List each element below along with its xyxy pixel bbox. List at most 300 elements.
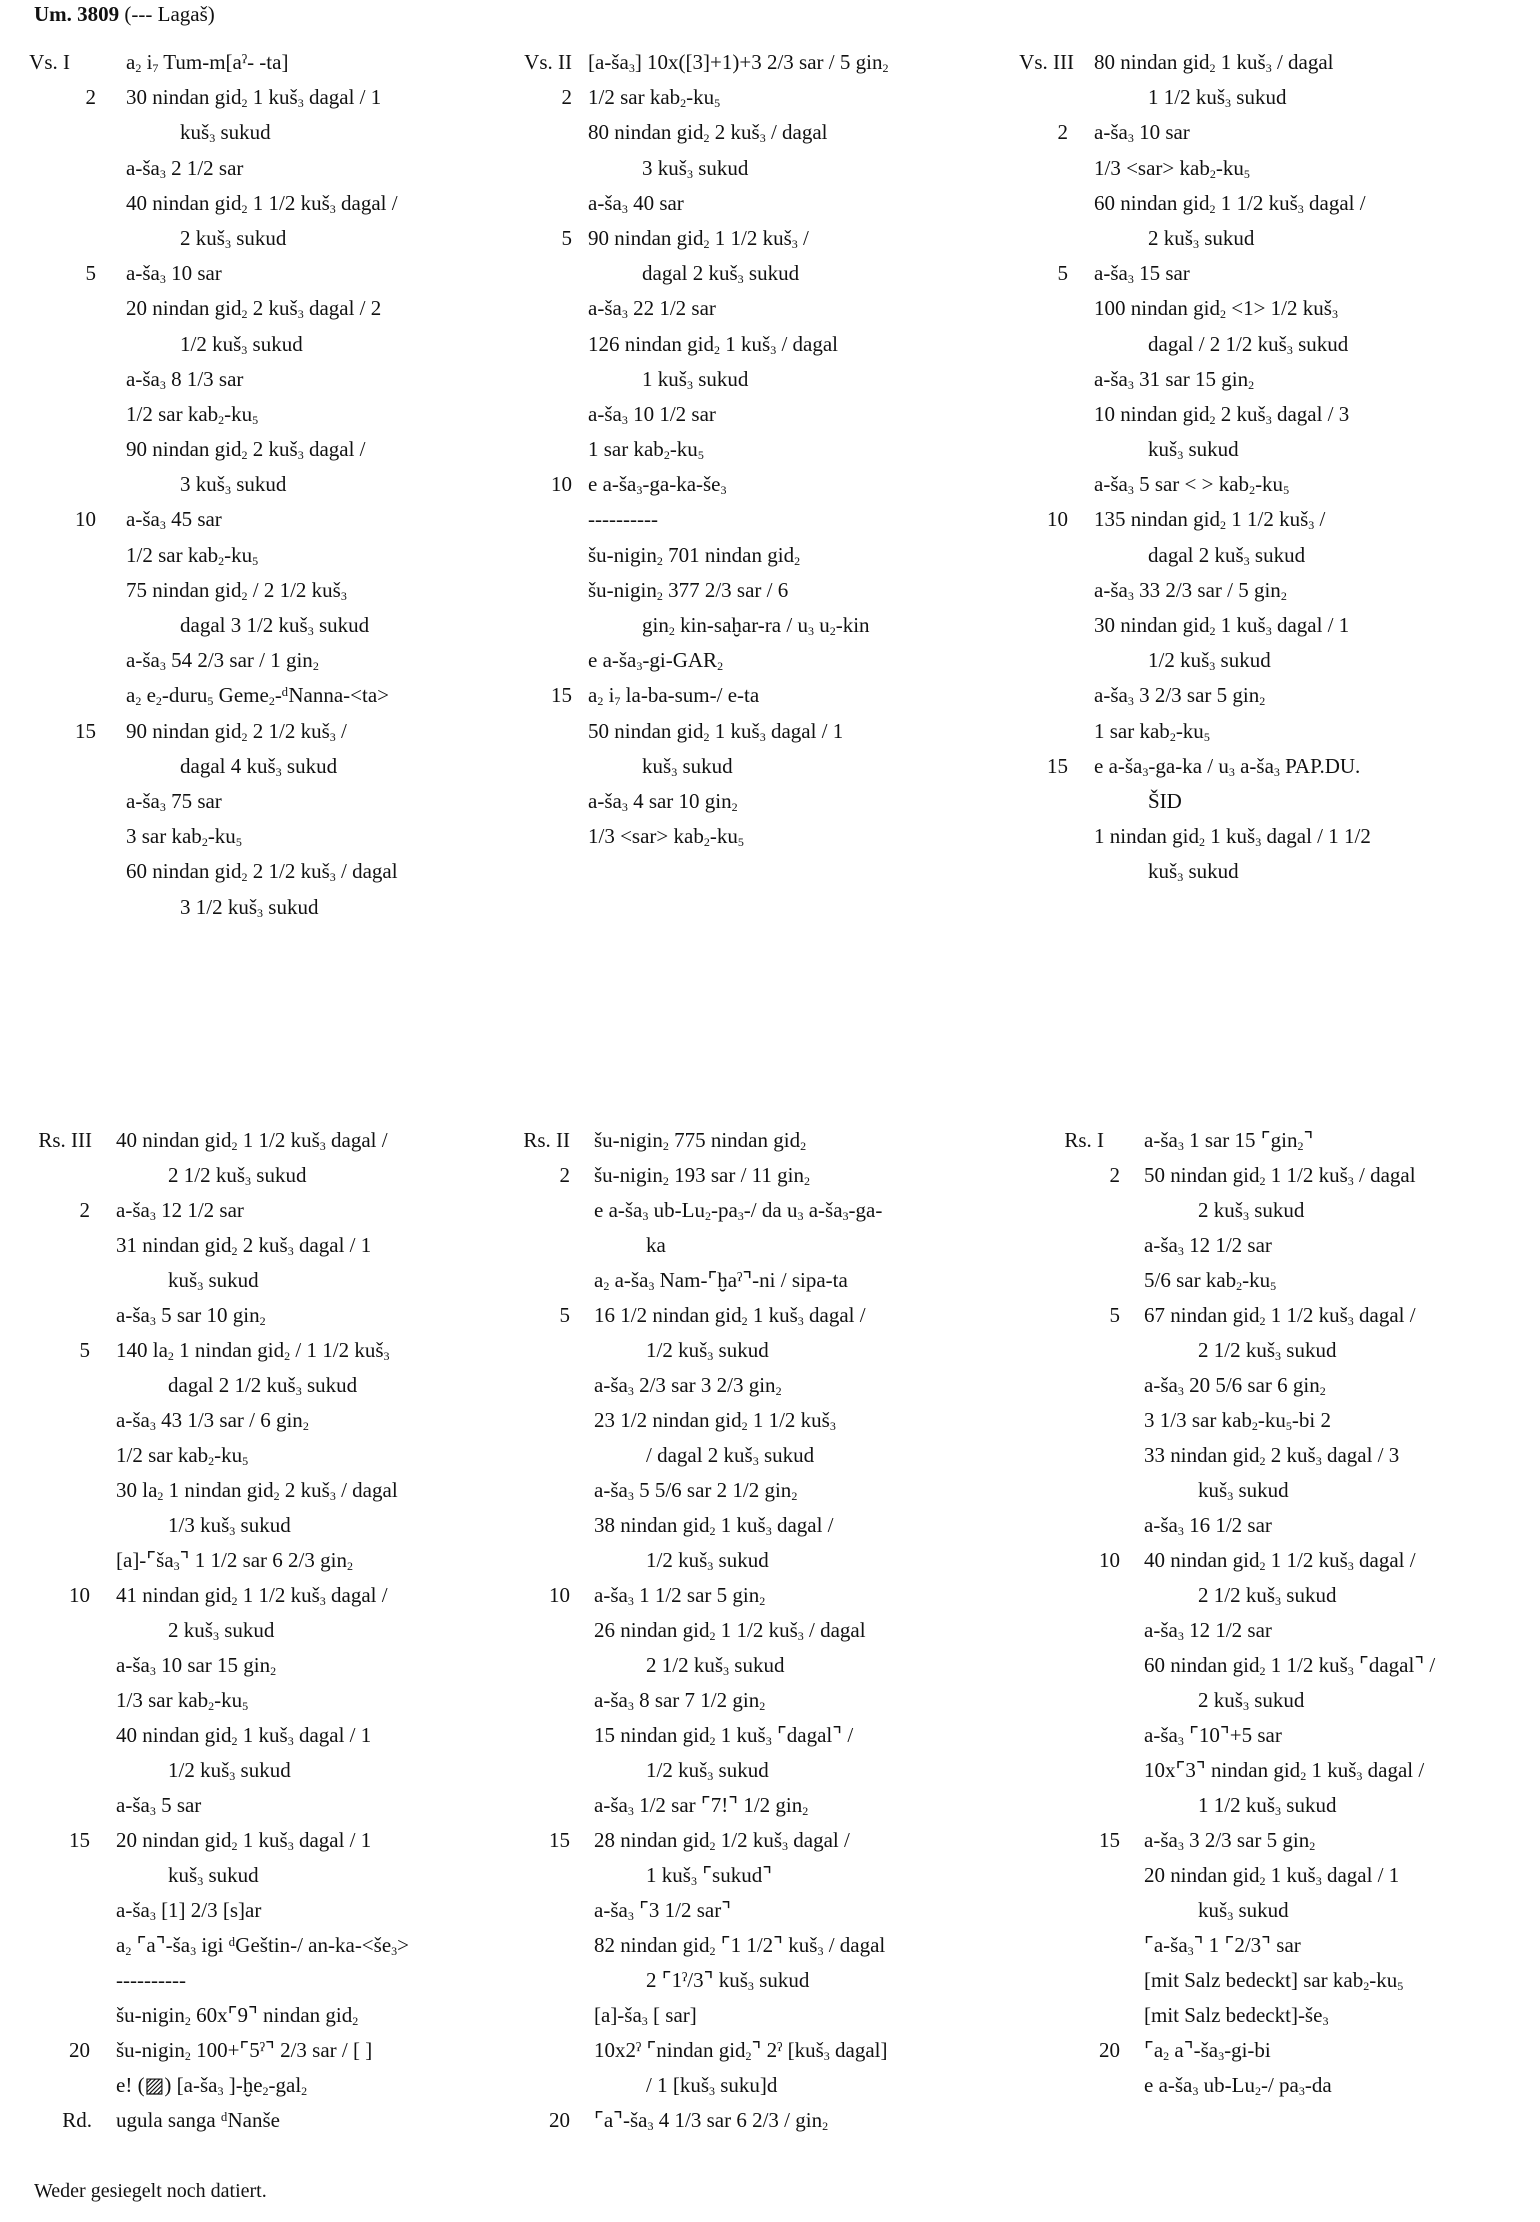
line-text: $a-ša_3$ 20 5/6 sar 6 gin$_2$ (1144, 1373, 1326, 1398)
transliteration-line (0, 1718, 500, 1753)
line-text: $a-ša_3$ 1/2 sar ⌜7!⌝ 1/2 gin$_2$ (594, 1793, 809, 1818)
transliteration-line (0, 291, 500, 326)
line-text: 2 1/2 kuš$_3$ sukud (168, 1163, 307, 1188)
transliteration-line (1010, 397, 1540, 432)
transliteration-line (0, 1333, 500, 1368)
column-obverse-2 (500, 45, 1010, 854)
transliteration-line (1010, 643, 1540, 678)
transliteration-line (1020, 1578, 1540, 1613)
line-text: 20 nindan gid$_2$ 1 kuš$_3$ dagal / 1 (1144, 1863, 1400, 1888)
line-text: e $a-ša_3$ $ub-Lu_2-/$ $pa_3-da$ (1144, 2073, 1332, 2098)
line-text: 82 nindan gid$_2$ ⌜1 1/2⌝ kuš$_3$ / dagal (594, 1933, 886, 1958)
transliteration-line (500, 1578, 1020, 1613)
line-text: 40 nindan gid$_2$ 1 1/2 kuš$_3$ dagal / (126, 190, 398, 216)
section-label: Vs. II (524, 50, 572, 74)
transliteration-line (1010, 784, 1540, 819)
line-text: gin$_2$ kin-saḫar-ra / $u_3$ $u_2$-kin (642, 613, 870, 638)
transliteration-line (0, 784, 500, 819)
transliteration-line (1010, 45, 1540, 80)
transliteration-line (0, 327, 500, 362)
line-text: 1/2 kuš$_3$ sukud (646, 1548, 769, 1573)
transliteration-line (500, 1718, 1020, 1753)
transliteration-line (0, 1648, 500, 1683)
line-number: 2 (85, 85, 96, 110)
transliteration-line (500, 1438, 1020, 1473)
column-reverse-2 (500, 1123, 1020, 2138)
line-text: $a_2$ $e_2-duru_5$ Geme$_2$-ᵈNanna-<ta> (126, 683, 389, 709)
column-reverse-3 (0, 1123, 500, 2138)
transliteration-line (0, 1928, 500, 1963)
line-text: 2 1/2 kuš$_3$ sukud (1198, 1583, 1337, 1608)
transliteration-line (500, 1648, 1020, 1683)
transliteration-line (1020, 1193, 1540, 1228)
transliteration-line (500, 1158, 1020, 1193)
line-text: $a-ša_3$ 2/3 sar 3 2/3 gin$_2$ (594, 1373, 782, 1398)
line-text: $a_2$ $i_7$ la-ba-sum-/ e-ta (588, 683, 760, 709)
line-text: 3 kuš$_3$ sukud (180, 472, 287, 498)
transliteration-line (500, 1263, 1020, 1298)
transliteration-line (500, 362, 1010, 397)
transliteration-line (500, 256, 1010, 291)
transliteration-line (500, 291, 1010, 326)
transliteration-line (1020, 1228, 1540, 1263)
column-reverse-1 (1020, 1123, 1540, 2103)
transliteration-line (1020, 1823, 1540, 1858)
transliteration-line (1010, 467, 1540, 502)
line-text: 67 nindan gid$_2$ 1 1/2 kuš$_3$ dagal / (1144, 1303, 1416, 1328)
transliteration-line (1020, 1928, 1540, 1963)
line-text: 30 nindan gid$_2$ 1 kuš$_3$ dagal / 1 (1094, 613, 1350, 638)
line-text: $a-ša_3$ 3 2/3 sar 5 gin$_2$ (1144, 1828, 1316, 1853)
line-text: dagal 4 kuš$_3$ sukud (180, 753, 338, 779)
transliteration-line (1020, 1648, 1540, 1683)
line-number: 10 (75, 507, 96, 532)
line-text: 15 nindan gid$_2$ 1 kuš$_3$ ⌜dagal⌝ / (594, 1723, 854, 1748)
transliteration-line (500, 573, 1010, 608)
transliteration-line (500, 1333, 1020, 1368)
line-number: 2 (1109, 1163, 1120, 1187)
transliteration-line (0, 714, 500, 749)
transliteration-line (500, 749, 1010, 784)
transliteration-line (1020, 1998, 1540, 2033)
section-label: Rs. III (38, 1128, 92, 1152)
transliteration-line (500, 1998, 1020, 2033)
transliteration-line (1010, 854, 1540, 889)
transliteration-line (500, 643, 1010, 678)
line-text: 90 nindan gid$_2$ 2 1/2 kuš$_3$ / (126, 718, 347, 744)
line-text: $⌜a_2$ $a⌝-ša_3-gi-bi$ (1144, 2038, 1271, 2063)
transliteration-line (0, 1263, 500, 1298)
line-number: 10 (1047, 507, 1068, 532)
line-text: ---------- (588, 507, 658, 532)
transliteration-line (1020, 1683, 1540, 1718)
line-text: $a-ša_3$ 1 1/2 sar 5 gin$_2$ (594, 1583, 766, 1608)
line-text: 23 1/2 nindan gid$_2$ 1 1/2 kuš$_3$ (594, 1408, 836, 1433)
transliteration-line (1010, 256, 1540, 291)
transliteration-line (0, 1298, 500, 1333)
transliteration-line (1020, 1123, 1540, 1158)
line-text: kuš$_3$ sukud (168, 1863, 259, 1888)
line-number: 5 (79, 1338, 90, 1362)
section-label: Rd. (62, 2108, 92, 2132)
line-text: 1/3 sar $kab_2-ku_5$ (116, 1688, 249, 1713)
line-text: e $a-ša_3-ga-ka / u_3$ $a-ša_3$ PAP.DU. (1094, 753, 1361, 779)
transliteration-line (1010, 115, 1540, 150)
transliteration-line (1020, 1333, 1540, 1368)
line-number: 2 (79, 1198, 90, 1222)
transliteration-line (500, 2103, 1020, 2138)
transliteration-line (0, 80, 500, 115)
page-title (34, 2, 215, 27)
line-text: e $a-ša_3$ $ub-Lu_2-pa_3-/$ da $u_3$ $a-ša_3-ga-$ (594, 1198, 883, 1223)
transliteration-line (1010, 151, 1540, 186)
transliteration-line (1010, 432, 1540, 467)
transliteration-line (0, 467, 500, 502)
transliteration-line (500, 1858, 1020, 1893)
transliteration-line (1010, 714, 1540, 749)
line-text: 3 kuš$_3$ sukud (642, 155, 749, 181)
transliteration-line (1020, 1438, 1540, 1473)
line-text: $a-ša_3$ 8 1/3 sar (126, 366, 244, 392)
line-text: 1 kuš$_3$ sukud (642, 366, 749, 392)
footer-note: Weder gesiegelt noch datiert. (34, 2180, 267, 2202)
line-text: 20 nindan gid$_2$ 2 kuš$_3$ dagal / 2 (126, 296, 382, 322)
line-number: 2 (1057, 120, 1068, 145)
transliteration-line (1010, 819, 1540, 854)
line-text: $a-ša_3$ 5 sar (116, 1793, 202, 1818)
transliteration-line (500, 608, 1010, 643)
line-text: $a-ša_3$ 16 1/2 sar (1144, 1513, 1272, 1538)
transliteration-line (1010, 749, 1540, 784)
transliteration-line (1010, 678, 1540, 713)
line-text: $a_2$ $i_7$ Tum-m[aˀ- -ta] (126, 50, 289, 75)
transliteration-line (500, 1403, 1020, 1438)
line-text: 1/2 kuš$_3$ sukud (646, 1338, 769, 1363)
line-text: 135 nindan gid$_2$ 1 1/2 kuš$_3$ / (1094, 507, 1326, 533)
line-text: 28 nindan gid$_2$ 1/2 kuš$_3$ dagal / (594, 1828, 850, 1853)
transliteration-line (1020, 1718, 1540, 1753)
transliteration-line (1020, 1403, 1540, 1438)
line-text: 1/2 kuš$_3$ sukud (180, 331, 303, 357)
transliteration-line (500, 1788, 1020, 1823)
line-text: 80 nindan gid$_2$ 1 kuš$_3$ / dagal (1094, 50, 1334, 75)
line-text: 1/3 kuš$_3$ sukud (168, 1513, 291, 1538)
transliteration-line (0, 1788, 500, 1823)
transliteration-line (500, 1193, 1020, 1228)
line-text: $a-ša_3$ 31 sar 15 gin$_2$ (1094, 366, 1255, 392)
line-text: $a-ša_3$ 5 5/6 sar 2 1/2 gin$_2$ (594, 1478, 798, 1503)
transliteration-line (500, 1508, 1020, 1543)
transliteration-line (500, 2068, 1020, 2103)
line-number: 15 (551, 683, 572, 708)
line-text: [mit Salz bedeckt] sar $kab_2-ku_5$ (1144, 1968, 1404, 1993)
line-text: $a-ša_3$ 12 1/2 sar (1144, 1618, 1272, 1643)
transliteration-line (500, 397, 1010, 432)
transliteration-line (500, 502, 1010, 537)
column-obverse-3 (1010, 45, 1540, 890)
line-text: šu-nigin$_2$ 377 2/3 sar / 6 (588, 577, 789, 603)
line-text: $a_2$ $⌜a⌝-ša_3$ igi ᵈGeštin-/ $an-ka-<še_3>$ (116, 1933, 409, 1958)
line-number: 10 (549, 1583, 570, 1607)
line-text: 30 $la_2$ 1 nindan gid$_2$ 2 kuš$_3$ / dagal (116, 1478, 398, 1503)
line-text: $⌜a⌝-ša_3$ 4 1/3 sar 6 2/3 / gin$_2$ (594, 2108, 829, 2133)
line-text: 40 nindan gid$_2$ 1 1/2 kuš$_3$ dagal / (1144, 1548, 1416, 1573)
transliteration-line (1020, 1858, 1540, 1893)
line-text: e $a-ša_3-ga-ka-še_3$ (588, 472, 727, 498)
transliteration-line (0, 1123, 500, 1158)
transliteration-line (0, 45, 500, 80)
line-text: $a-ša_3$ 5 sar 10 gin$_2$ (116, 1303, 266, 1328)
transliteration-line (1020, 1543, 1540, 1578)
transliteration-line (0, 151, 500, 186)
line-text: / dagal 2 kuš$_3$ sukud (646, 1443, 815, 1468)
transliteration-line (0, 1963, 500, 1998)
line-number: 10 (69, 1583, 90, 1607)
transliteration-line (1010, 327, 1540, 362)
line-text: 75 nindan gid$_2$ / 2 1/2 kuš$_3$ (126, 577, 347, 603)
line-text: 38 nindan gid$_2$ 1 kuš$_3$ dagal / (594, 1513, 834, 1538)
line-text: $a-ša_3$ 15 sar (1094, 261, 1190, 287)
transliteration-line (0, 502, 500, 537)
line-number: 5 (1057, 261, 1068, 286)
transliteration-line (1020, 2033, 1540, 2068)
transliteration-line (0, 854, 500, 889)
transliteration-line (0, 1193, 500, 1228)
transliteration-line (1020, 1158, 1540, 1193)
line-text: kuš$_3$ sukud (1198, 1898, 1289, 1923)
line-text: $a-ša_3$ ⌜3 1/2 sar⌝ (594, 1898, 732, 1923)
transliteration-line (500, 1368, 1020, 1403)
transliteration-line (500, 1893, 1020, 1928)
transliteration-line (1010, 291, 1540, 326)
transliteration-line (0, 1823, 500, 1858)
transliteration-line (1020, 1508, 1540, 1543)
line-text: 60 nindan gid$_2$ 2 1/2 kuš$_3$ / dagal (126, 859, 398, 885)
transliteration-line (0, 643, 500, 678)
transliteration-line (0, 608, 500, 643)
transliteration-line (500, 714, 1010, 749)
transliteration-line (1020, 1368, 1540, 1403)
transliteration-line (1020, 1473, 1540, 1508)
line-text: $a-ša_3$ 10 sar (1094, 120, 1190, 146)
tablet-number: Um. 3809 (34, 2, 120, 26)
transliteration-line (500, 432, 1010, 467)
transliteration-line (1020, 1753, 1540, 1788)
transliteration-line (1020, 1963, 1540, 1998)
transliteration-line (500, 1753, 1020, 1788)
line-text: 1/2 sar $kab_2-ku_5$ (588, 85, 721, 111)
transliteration-line (500, 1228, 1020, 1263)
line-text: $a-ša_3$ 45 sar (126, 507, 222, 533)
column-obverse-1 (0, 45, 500, 925)
line-text: kuš$_3$ sukud (1148, 859, 1239, 885)
line-text: dagal 2 kuš$_3$ sukud (642, 261, 800, 287)
transliteration-line (500, 1473, 1020, 1508)
line-text: 26 nindan gid$_2$ 1 1/2 kuš$_3$ / dagal (594, 1618, 866, 1643)
line-text: ka (646, 1233, 666, 1257)
transliteration-line (500, 678, 1010, 713)
transliteration-line (500, 45, 1010, 80)
line-text: šu-nigin$_2$ 775 nindan gid$_2$ (594, 1128, 807, 1153)
line-text: šu-nigin$_2$ 100+⌜5ˀ⌝ 2/3 sar / [ ] (116, 2038, 373, 2063)
line-text: 80 nindan gid$_2$ 2 kuš$_3$ / dagal (588, 120, 828, 146)
line-text: $a-ša_3$ 22 1/2 sar (588, 296, 716, 322)
line-text: 2 ⌜1ˀ/3⌝ kuš$_3$ sukud (646, 1968, 810, 1993)
line-text: 10 nindan gid$_2$ 2 kuš$_3$ dagal / 3 (1094, 401, 1350, 427)
transliteration-line (0, 2068, 500, 2103)
transliteration-line (0, 1858, 500, 1893)
transliteration-line (0, 573, 500, 608)
line-text: 20 nindan gid$_2$ 1 kuš$_3$ dagal / 1 (116, 1828, 372, 1853)
transliteration-line (0, 221, 500, 256)
transliteration-line (0, 890, 500, 925)
line-number: 20 (1099, 2038, 1120, 2062)
line-text: 1 sar $kab_2-ku_5$ (588, 437, 704, 463)
transliteration-line (1010, 221, 1540, 256)
line-text: [mit Salz $bedeckt]-še_3$ (1144, 2003, 1329, 2028)
line-text: $a-ša_3$ 12 1/2 sar (116, 1198, 244, 1223)
line-text: 3 sar $kab_2-ku_5$ (126, 824, 242, 850)
line-text: 1/2 sar $kab_2-ku_5$ (126, 542, 259, 568)
line-text: 30 nindan gid$_2$ 1 kuš$_3$ dagal / 1 (126, 85, 382, 111)
line-text: 60 nindan gid$_2$ 1 1/2 kuš$_3$ ⌜dagal⌝ / (1144, 1653, 1436, 1678)
line-text: / 1 [kuš$_3$ suku]d (646, 2073, 778, 2098)
transliteration-line (0, 1403, 500, 1438)
line-number: 10 (1099, 1548, 1120, 1572)
line-text: $a-ša_3$ 4 sar 10 gin$_2$ (588, 788, 738, 814)
line-text: 2 kuš$_3$ sukud (168, 1618, 275, 1643)
line-text: 3 1/2 kuš$_3$ sukud (180, 894, 319, 920)
transliteration-line (1010, 362, 1540, 397)
line-text: 50 nindan gid$_2$ 1 1/2 kuš$_3$ / dagal (1144, 1163, 1416, 1188)
line-text: $a-ša_3$ 40 sar (588, 190, 684, 216)
line-text: $a-ša_3$ 43 1/3 sar / 6 gin$_2$ (116, 1408, 309, 1433)
line-text: kuš$_3$ sukud (1198, 1478, 1289, 1503)
line-text: 2 kuš$_3$ sukud (1198, 1688, 1305, 1713)
line-text: 2 1/2 kuš$_3$ sukud (1198, 1338, 1337, 1363)
transliteration-line (0, 432, 500, 467)
transliteration-line (1020, 1893, 1540, 1928)
line-text: $a-ša_3$ 12 1/2 sar (1144, 1233, 1272, 1258)
line-text: 33 nindan gid$_2$ 2 kuš$_3$ dagal / 3 (1144, 1443, 1400, 1468)
transliteration-line (500, 221, 1010, 256)
line-text: $[a]-ša_3$ [ sar] (594, 2003, 697, 2028)
line-text: 1 sar $kab_2-ku_5$ (1094, 718, 1210, 744)
transliteration-line (500, 467, 1010, 502)
transliteration-line (500, 80, 1010, 115)
transliteration-line (1020, 1788, 1540, 1823)
transliteration-line (0, 397, 500, 432)
line-text: 1/2 kuš$_3$ sukud (168, 1758, 291, 1783)
transliteration-line (500, 186, 1010, 221)
line-number: 5 (1109, 1303, 1120, 1327)
transliteration-line (0, 1473, 500, 1508)
transliteration-line (0, 1998, 500, 2033)
transliteration-line (0, 2103, 500, 2138)
line-number: 2 (559, 1163, 570, 1187)
line-number: 5 (85, 261, 96, 286)
line-number: 15 (69, 1828, 90, 1852)
section-label: Vs. I (29, 50, 70, 74)
line-text: 2 kuš$_3$ sukud (1148, 225, 1255, 251)
line-text: 3 1/3 sar $kab_2-ku_5-bi$ 2 (1144, 1408, 1331, 1433)
line-text: $1/3 <sar> kab_2-ku_5$ (1094, 155, 1250, 181)
transliteration-line (500, 151, 1010, 186)
line-text: 50 nindan gid$_2$ 1 kuš$_3$ dagal / 1 (588, 718, 844, 744)
line-text: kuš$_3$ sukud (180, 120, 271, 146)
transliteration-line (0, 1158, 500, 1193)
transliteration-line (1020, 1613, 1540, 1648)
line-text: dagal 2 kuš$_3$ sukud (1148, 542, 1306, 568)
transliteration-line (500, 1543, 1020, 1578)
line-text: 1 kuš$_3$ ⌜sukud⌝ (646, 1863, 773, 1888)
line-text: 90 nindan gid$_2$ 1 1/2 kuš$_3$ / (588, 225, 809, 251)
transliteration-line (500, 2033, 1020, 2068)
line-text: kuš$_3$ sukud (642, 753, 733, 779)
line-text: ---------- (116, 1968, 186, 1992)
line-text: e! (▨) [$a-ša_3$ ]-ḫe$_2$-gal$_2$ (116, 2073, 308, 2098)
transliteration-line (0, 256, 500, 291)
transliteration-line (500, 1823, 1020, 1858)
transliteration-line (0, 1368, 500, 1403)
transliteration-line (0, 678, 500, 713)
line-text: ŠID (1148, 788, 1182, 813)
line-text: 16 1/2 nindan gid$_2$ 1 kuš$_3$ dagal / (594, 1303, 866, 1328)
line-text: šu-nigin$_2$ 60x⌜9⌝ nindan gid$_2$ (116, 2003, 359, 2028)
line-text: 41 nindan gid$_2$ 1 1/2 kuš$_3$ dagal / (116, 1583, 388, 1608)
line-text: $a-ša_3$ [1] 2/3 [s]ar (116, 1898, 262, 1923)
line-number: 10 (551, 472, 572, 497)
transliteration-line (1020, 1298, 1540, 1333)
line-number: 15 (1047, 753, 1068, 778)
line-text: 1/2 kuš$_3$ sukud (1148, 648, 1271, 674)
line-text: $a-ša_3$ 10 sar 15 gin$_2$ (116, 1653, 277, 1678)
tablet-provenance: (--- Lagaš) (124, 2, 215, 26)
transliteration-line (500, 115, 1010, 150)
line-number: 15 (549, 1828, 570, 1852)
transliteration-line (500, 1928, 1020, 1963)
line-text: $[a]-⌜ša_3⌝$ 1 1/2 sar 6 2/3 gin$_2$ (116, 1548, 353, 1573)
line-number: 15 (1099, 1828, 1120, 1852)
line-text: $a-ša_3$ 8 sar 7 1/2 gin$_2$ (594, 1688, 766, 1713)
line-number: 5 (559, 1303, 570, 1327)
transliteration-line (0, 115, 500, 150)
transliteration-line (0, 1578, 500, 1613)
line-text: $a-ša_3$ 75 sar (126, 788, 222, 814)
transliteration-line (500, 784, 1010, 819)
line-number: 20 (549, 2108, 570, 2132)
transliteration-line (0, 538, 500, 573)
line-number: 15 (75, 718, 96, 743)
transliteration-line (500, 327, 1010, 362)
transliteration-line (1010, 538, 1540, 573)
line-text: $a-ša_3$ 54 2/3 sar / 1 gin$_2$ (126, 648, 319, 674)
line-text: 10x⌜3⌝ nindan gid$_2$ 1 kuš$_3$ dagal / (1144, 1758, 1425, 1783)
line-text: $a-ša_3$ 5 sar < > $kab_2-ku_5$ (1094, 472, 1290, 498)
transliteration-line (0, 749, 500, 784)
line-text: dagal 2 1/2 kuš$_3$ sukud (168, 1373, 358, 1398)
line-text: 1/2 sar $kab_2-ku_5$ (116, 1443, 249, 1468)
line-text: ugula sanga ᵈNanše (116, 2108, 280, 2132)
line-text: 1/2 sar $kab_2-ku_5$ (126, 401, 259, 427)
transliteration-line (0, 1613, 500, 1648)
transliteration-line (0, 1438, 500, 1473)
transliteration-line (0, 362, 500, 397)
line-text: $[a-ša_3]$ 10x([3]+1)+3 2/3 sar / 5 gin$_2$ (588, 50, 889, 75)
line-text: 10x2ˀ ⌜nindan gid$_2$⌝ 2ˀ [kuš$_3$ dagal] (594, 2038, 888, 2063)
line-text: $a-ša_3$ 3 2/3 sar 5 gin$_2$ (1094, 683, 1266, 709)
transliteration-line (1010, 502, 1540, 537)
